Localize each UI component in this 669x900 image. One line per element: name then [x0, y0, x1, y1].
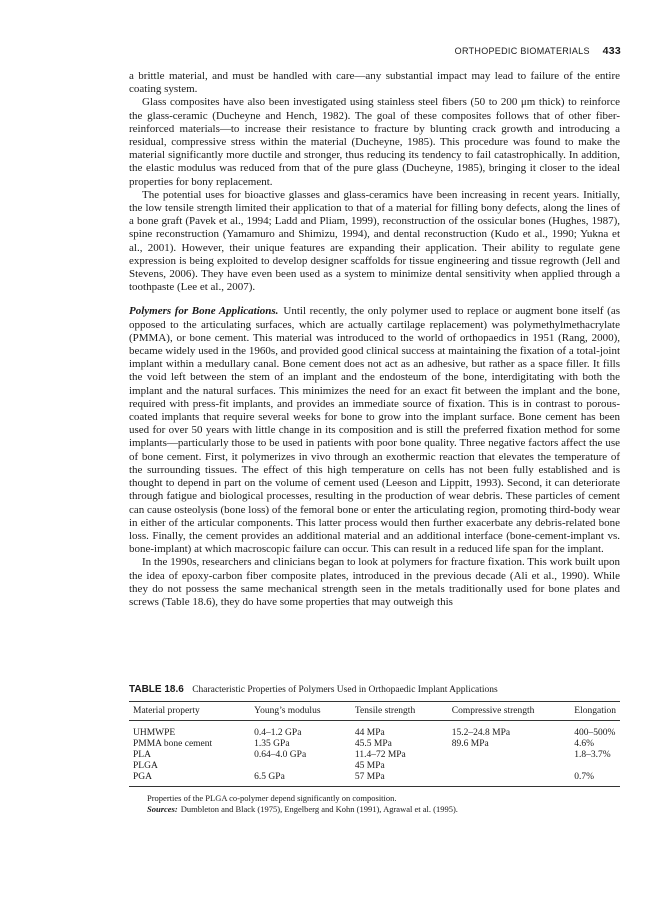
- table-cell: 57 MPa: [351, 772, 448, 787]
- table-notes: [129, 793, 620, 815]
- table-cell: [570, 761, 620, 772]
- table-cell: 1.8–3.7%: [574, 750, 611, 760]
- table-cell: 0.64–4.0 GPa: [254, 750, 307, 760]
- table-cell: [448, 772, 571, 787]
- page-number: 433: [602, 45, 621, 57]
- table-cell: [250, 761, 351, 772]
- paragraph: a brittle material, and must be handled with care—any substantial impact may lead to failure of the entire coating system.: [129, 70, 620, 96]
- table-caption: [129, 684, 620, 695]
- table-cell: 15.2–24.8 MPa: [451, 728, 511, 738]
- table-label: TABLE 18.6: [129, 684, 184, 695]
- table-cell: 89.6 MPa: [451, 739, 489, 749]
- table-cell: 45.5 MPa: [354, 739, 392, 749]
- table-cell: 44 MPa: [354, 728, 385, 738]
- table-cell: [448, 761, 571, 772]
- table-cell: 4.6%: [574, 739, 595, 749]
- table-block: [129, 684, 620, 815]
- table-row: [129, 772, 620, 787]
- table-cell: 400–500%: [574, 728, 616, 738]
- table-cell: 0.7%: [570, 772, 620, 787]
- column-header: Compressive strength: [448, 702, 571, 721]
- running-header: [455, 45, 621, 57]
- table-row: [129, 761, 620, 772]
- table-header-row: [129, 702, 620, 721]
- body-text: [129, 70, 620, 609]
- sources-label: Sources:: [147, 804, 178, 814]
- table-cell: 45 MPa: [354, 761, 385, 771]
- section-paragraph: [129, 305, 620, 556]
- paragraph: Glass composites have also been investigated using stainless steel fibers (50 to 200 μm thick) to reinforce the glass-ceramic (Ducheyne and Hench, 1982). The goal of these composites follows that of other fiber-reinforced materials—to increase their resistance to fracture by blunting crack growth and introducing a residual, compressive stress within the material (Ducheyne, 1985). This procedure was found to make the material significantly more ductile and stronger, thus reducing its tendency to fail catastrophically. In addition, the elastic modulus was reduced from that of the pure glass (Ducheyne, 1985), bringing it closer to the ideal properties for bony replacement.: [129, 96, 620, 188]
- table-row: [129, 750, 620, 761]
- paragraph-text: Until recently, the only polymer used to replace or augment bone itself (as opposed to the articulating surfaces, which are actually cartilage replacement) was polymethylmethacrylate (PMMA), or bone cement. This material was introduced to the world of orthopaedics in 1951 (Rang, 2000), became widely used in the 1960s, and provided good clinical success at maintaining the fixation of a total-joint implant within a medullary canal. Bone cement does not act as an adhesive, but rather as a space filler. It fills the void left between the stem of an implant and the endosteum of the bone, interdigitating with both the implant and the natural surfaces. This minimizes the need for an exact fit between the implant and the bone, required with press-fit implants, and provides an immediate source of fixation. This is in contrast to porous-coated implants that require several weeks for bone to grow into the implant surface. Bone cement has been used for over 50 years with little change in its composition and is still the preferred fixation method for some implants—particularly those to be used in patients with poor bone quality. Three negative factors affect the use of bone cement. First, it polymerizes in vivo through an exothermic reaction that elevates the temperature of the surrounding tissues. The effect of this high temperature on cells has not been fully established and is thought to depend in part on the volume of cement used (Leeson and Lippitt, 1993). Second, it can deteriorate through fatigue and biological processes, resulting in the production of wear debris. These particles of cement can cause osteolysis (bone loss) of the femoral bone or enter the articulating region, promoting third-body wear in either of the articular components. This latter process would then further exacerbate any debris-related bone loss. Finally, the cement provides an additional material and an additional interface (bone-cement-implant vs. bone-implant) at which macroscopic failure can occur. This can result in a reduced life span for the implant.: [129, 305, 621, 556]
- table-cell: 0.4–1.2 GPa: [254, 728, 302, 738]
- column-header: Tensile strength: [351, 702, 448, 721]
- column-header: Young’s modulus: [250, 702, 351, 721]
- properties-table: [129, 701, 620, 787]
- table-cell: 1.35 GPa: [254, 739, 290, 749]
- paragraph: In the 1990s, researchers and clinicians began to look at polymers for fracture fixation. This work built upon the idea of epoxy-carbon fiber composite plates, introduced in the previous decade (Ali et al., 1990). While they do not possess the same mechanical strength seen in the metals traditionally used for bone plates and screws (Table 18.6), they do have some properties that may outweigh this: [129, 556, 620, 608]
- table-cell: 11.4–72 MPa: [354, 750, 406, 760]
- table-cell: PLGA: [133, 761, 158, 771]
- table-cell: [448, 750, 571, 761]
- sources-text: Dumbleton and Black (1975), Engelberg and Kohn (1991), Agrawal et al. (1995).: [180, 804, 458, 814]
- table-row: [129, 721, 620, 739]
- table-row: [129, 739, 620, 750]
- table-caption-text: Characteristic Properties of Polymers Used in Orthopaedic Implant Applications: [192, 685, 498, 695]
- table-cell: PGA: [129, 772, 250, 787]
- running-header-title: ORTHOPEDIC BIOMATERIALS: [454, 46, 590, 56]
- column-header: Material property: [129, 702, 250, 721]
- table-cell: PLA: [133, 750, 151, 760]
- table-cell: 6.5 GPa: [250, 772, 351, 787]
- paragraph: The potential uses for bioactive glasses and glass-ceramics have been increasing in recent years. Initially, the low tensile strength limited their application to that of a material for filling bony defects, along the lines of a bone graft (Pavek et al., 1994; Ladd and Pliam, 1999), reconstruction of the ossicular bones (Hughes, 1987), spine reconstruction (Yamamuro and Shimizu, 1994), and dental reconstruction (Kudo et al., 1990; Yukna et al., 2001). However, their unique features are expanding their application. Their ability to regulate gene expression is being exploited to develop designer scaffolds for tissue engineering and tissue regrowth (Jell and Stevens, 2006). They have even been used as a system to minimize dental sensitivity when applied through a toothpaste (Lee et al., 2007).: [129, 188, 620, 294]
- section-heading: Polymers for Bone Applications.: [129, 305, 279, 318]
- table-cell: PMMA bone cement: [133, 739, 213, 749]
- column-header: Elongation: [570, 702, 620, 721]
- table-sources: [147, 804, 620, 815]
- table-cell: UHMWPE: [133, 728, 176, 738]
- table-note: Properties of the PLGA co-polymer depend significantly on composition.: [147, 793, 397, 803]
